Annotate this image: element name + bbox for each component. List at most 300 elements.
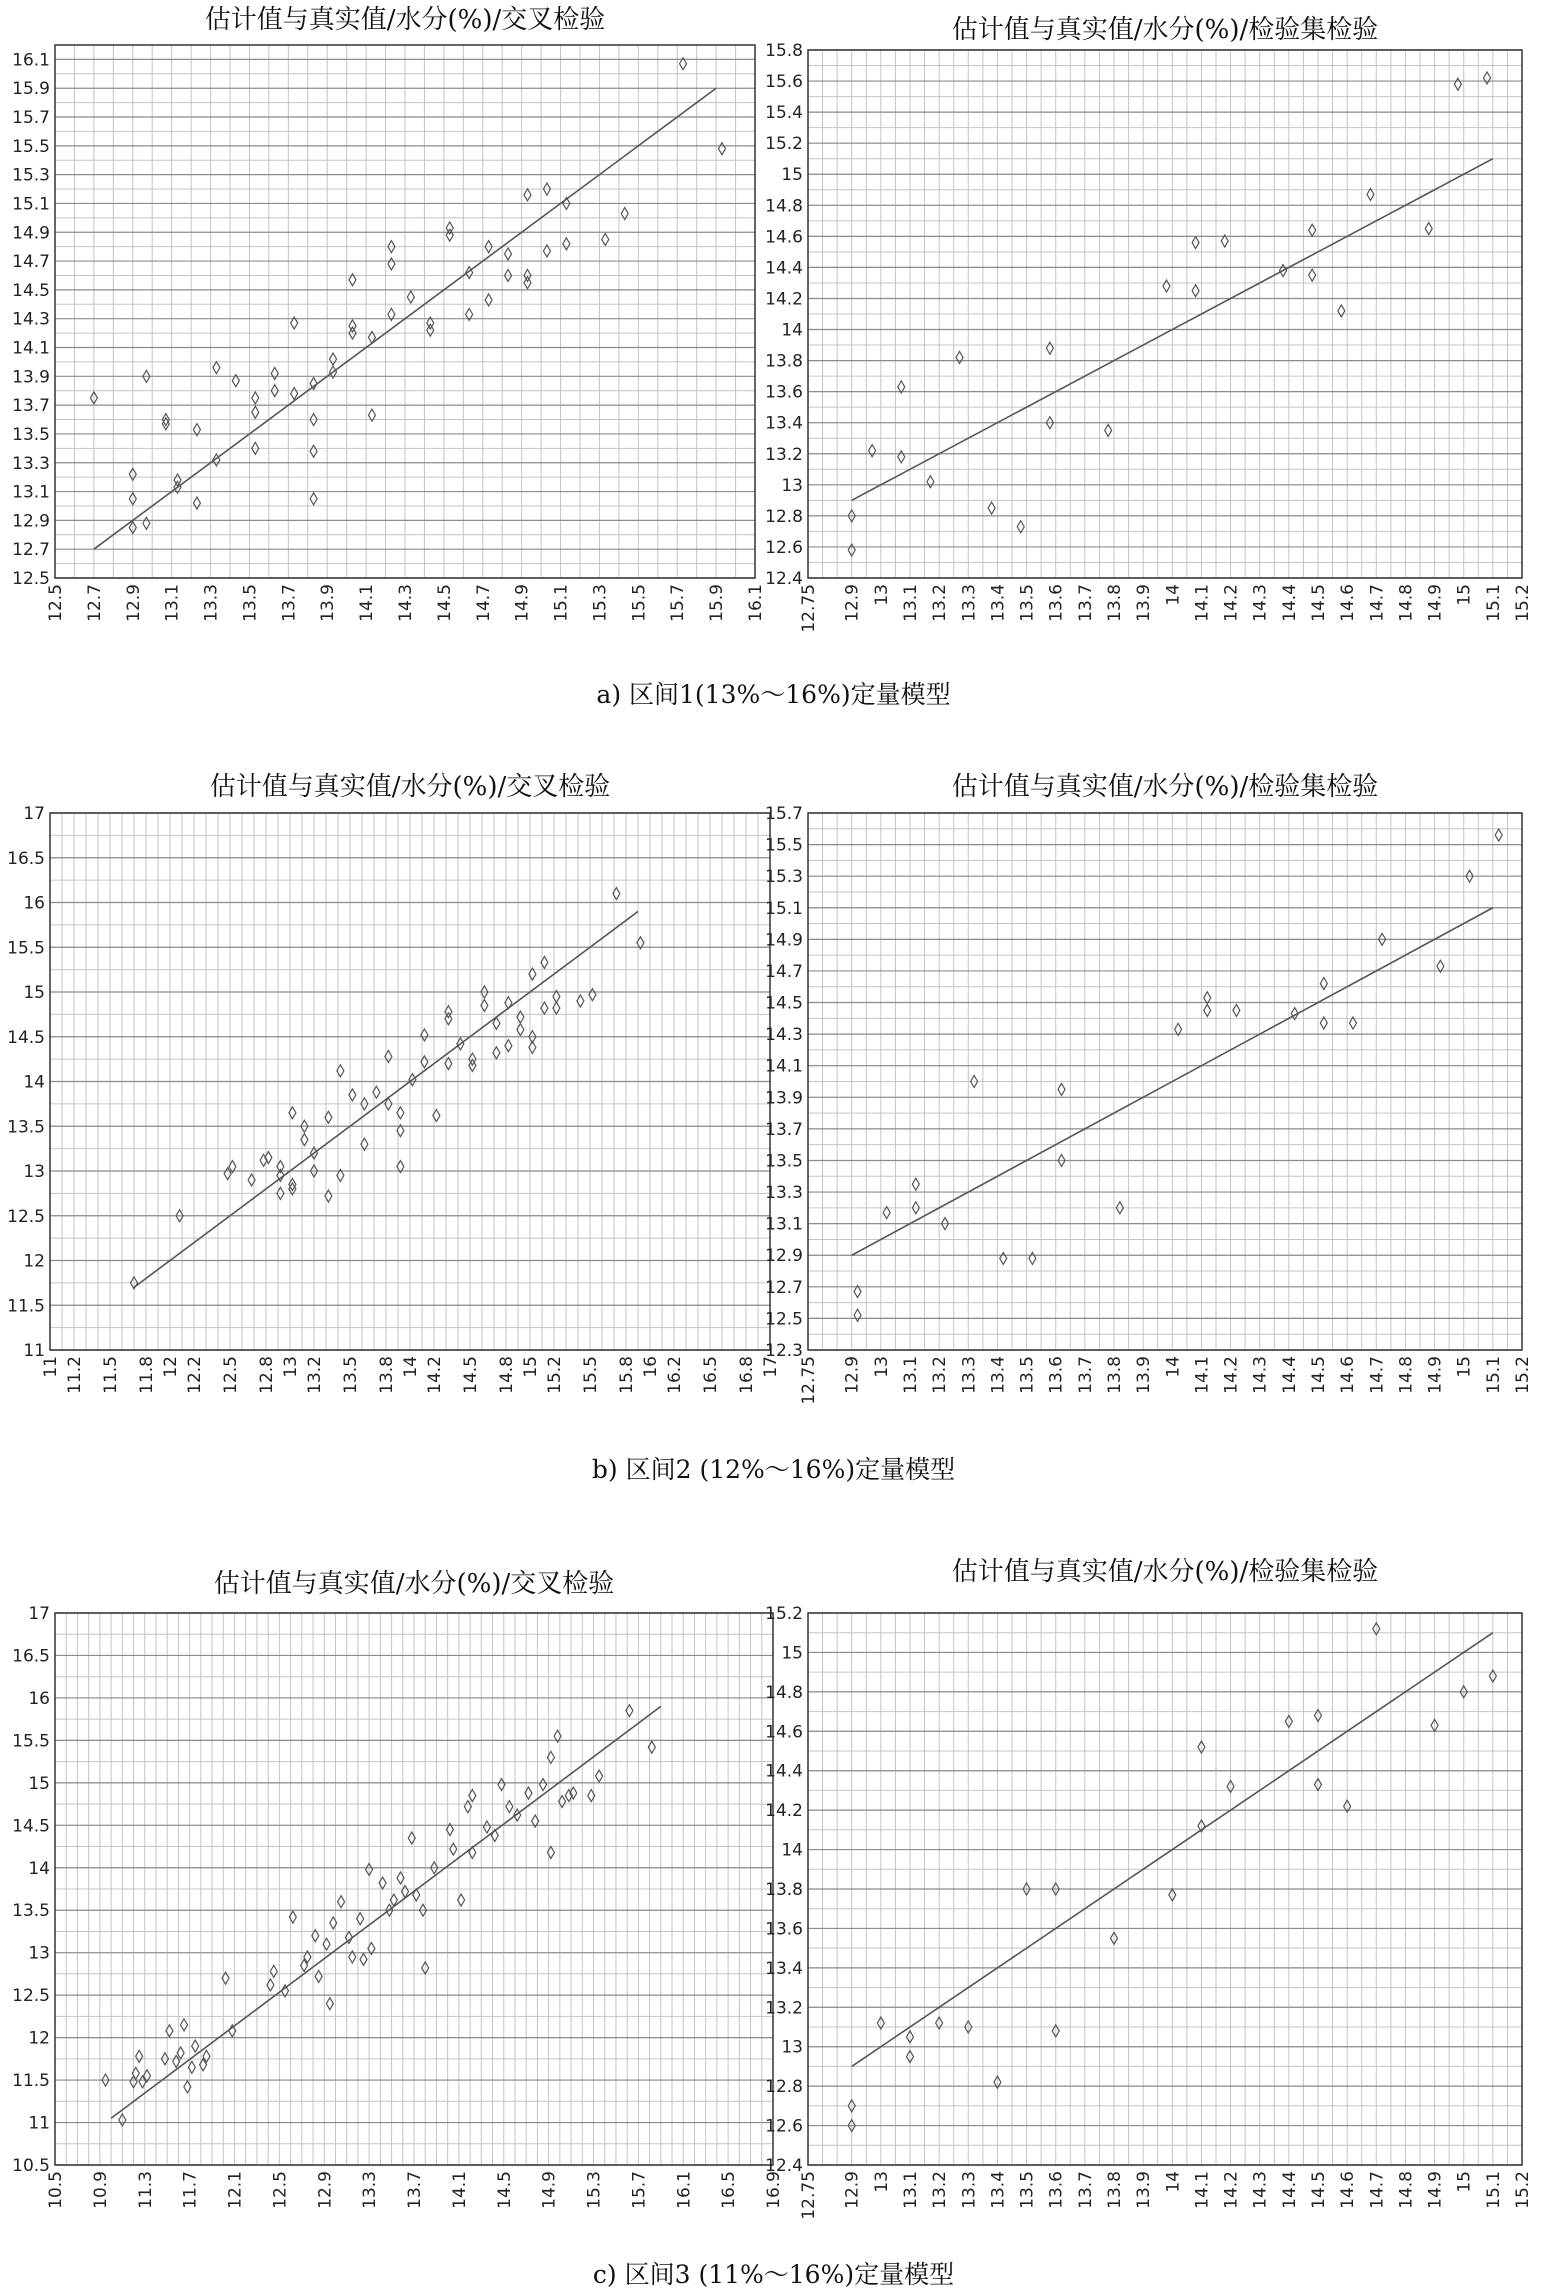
data-point	[446, 229, 453, 241]
chart-title: 估计值与真实值/水分(%)/检验集检验	[951, 772, 1379, 802]
y-tick-label: 17	[23, 804, 45, 824]
x-tick-label: 13.9	[1134, 584, 1155, 622]
data-point	[213, 362, 220, 374]
x-tick-label: 15	[1454, 1356, 1475, 1378]
x-tick-label: 11.7	[180, 2171, 201, 2209]
x-tick-label: 11.2	[65, 1356, 85, 1394]
data-point	[270, 1965, 277, 1977]
y-tick-label: 16.5	[7, 848, 45, 869]
x-tick-label: 14.4	[1279, 1356, 1300, 1394]
data-point	[326, 1998, 333, 2010]
y-tick-label: 14	[781, 320, 803, 341]
y-tick-label: 14.4	[765, 1761, 803, 1782]
x-tick-label: 14.2	[425, 1356, 445, 1394]
chart-5	[12, 1569, 784, 2209]
y-tick-label: 15.4	[765, 103, 803, 124]
y-tick-label: 13.4	[765, 1958, 803, 1979]
x-tick-label: 12.9	[842, 1356, 863, 1394]
data-point	[310, 445, 317, 457]
x-tick-label: 13.1	[901, 584, 921, 622]
x-tick-label: 13.1	[901, 2171, 921, 2209]
data-point	[360, 1953, 367, 1965]
x-tick-label: 13.3	[201, 584, 222, 622]
x-tick-label: 15.2	[1513, 1356, 1533, 1394]
grid-minor	[55, 1613, 773, 2165]
data-point	[898, 451, 905, 463]
x-tick-label: 10.9	[90, 2171, 111, 2209]
data-point	[271, 367, 278, 379]
chart-title: 估计值与真实值/水分(%)/检验集检验	[951, 15, 1379, 45]
y-tick-label: 15.7	[12, 108, 50, 129]
data-point	[1204, 1004, 1211, 1016]
x-tick-label: 13.5	[240, 584, 261, 622]
x-tick-label: 12.5	[46, 584, 66, 622]
x-tick-label: 13.2	[930, 584, 951, 622]
y-tick-label: 11.5	[7, 1296, 45, 1317]
data-point	[1000, 1252, 1007, 1264]
y-tick-label: 14.1	[12, 338, 50, 359]
x-tick-label: 12.9	[842, 2171, 863, 2209]
x-tick-label: 16.8	[737, 1356, 757, 1394]
grid-minor	[808, 813, 1522, 1350]
x-tick-label: 14.8	[1396, 2171, 1417, 2209]
y-tick-label: 12	[28, 2028, 50, 2049]
y-tick-label: 15	[28, 1773, 50, 1794]
y-tick-label: 13.7	[765, 1119, 803, 1140]
x-tick-label: 14.1	[449, 2171, 470, 2209]
y-tick-label: 12.5	[765, 1309, 803, 1330]
x-tick-label: 15.7	[668, 584, 689, 622]
data-point	[524, 189, 531, 201]
data-point	[136, 2050, 143, 2062]
x-tick-label: 14.3	[1250, 1356, 1271, 1394]
x-tick-label: 11.8	[137, 1356, 157, 1394]
y-tick-label: 15.5	[7, 938, 45, 959]
x-tick-label: 15.1	[1483, 584, 1504, 622]
y-tick-label: 14.7	[12, 252, 50, 273]
y-tick-label: 14.9	[12, 223, 50, 244]
y-tick-label: 15.5	[765, 835, 803, 856]
data-point	[315, 1970, 322, 1982]
data-point	[483, 1821, 490, 1833]
x-tick-label: 13	[871, 584, 892, 606]
y-tick-label: 14.8	[765, 196, 803, 217]
y-tick-label: 12.8	[765, 506, 803, 527]
x-tick-label: 13.3	[360, 2171, 381, 2209]
x-tick-label: 14.7	[1367, 584, 1388, 622]
y-tick-label: 14.7	[765, 961, 803, 982]
x-tick-label: 14.3	[1250, 2171, 1271, 2209]
data-point	[927, 476, 934, 488]
x-tick-label: 14.5	[494, 2171, 515, 2209]
x-tick-label: 12.5	[221, 1356, 241, 1394]
data-point	[596, 1770, 603, 1782]
y-tick-label: 14	[23, 1072, 45, 1093]
x-tick-label: 14.3	[1250, 584, 1271, 622]
y-tick-label: 14.8	[765, 1682, 803, 1703]
data-point	[505, 248, 512, 260]
x-tick-label: 13.3	[959, 2171, 980, 2209]
y-tick-label: 12.7	[12, 540, 50, 561]
x-tick-label: 16.9	[764, 2171, 784, 2209]
x-tick-label: 15.1	[1483, 2171, 1504, 2209]
y-tick-label: 15.3	[765, 867, 803, 888]
data-point	[349, 320, 356, 332]
y-tick-label: 13	[781, 2037, 803, 2058]
x-tick-label: 13.9	[1134, 2171, 1155, 2209]
x-tick-label: 14.5	[1309, 1356, 1329, 1394]
x-tick-label: 15.8	[617, 1356, 637, 1394]
x-tick-label: 13.1	[162, 584, 183, 622]
x-tick-label: 13.7	[1075, 584, 1096, 622]
x-tick-label: 14.3	[396, 584, 416, 622]
x-tick-label: 14.6	[1338, 1356, 1359, 1394]
x-tick-label: 11.3	[135, 2171, 156, 2209]
y-tick-label: 11.5	[12, 2071, 50, 2092]
x-tick-label: 14.2	[1221, 1356, 1242, 1394]
y-tick-label: 13.2	[765, 444, 803, 465]
x-tick-label: 14.4	[1279, 584, 1300, 622]
x-tick-label: 14	[1163, 584, 1184, 606]
data-point	[1495, 829, 1502, 841]
y-tick-label: 15.1	[765, 898, 803, 919]
y-tick-label: 15.8	[765, 41, 803, 61]
y-tick-label: 12.8	[765, 2077, 803, 2098]
x-tick-label: 11	[41, 1356, 61, 1378]
x-tick-label: 13.9	[318, 584, 339, 622]
x-tick-label: 14	[1163, 2171, 1184, 2193]
data-point	[506, 1801, 513, 1813]
x-tick-label: 10.5	[46, 2171, 66, 2209]
x-tick-label: 13.6	[1046, 1356, 1067, 1394]
y-tick-label: 14.5	[765, 993, 803, 1014]
x-tick-label: 15.7	[629, 2171, 650, 2209]
x-tick-label: 14.9	[539, 2171, 560, 2209]
y-tick-label: 14.2	[765, 289, 803, 310]
data-point	[1484, 72, 1491, 84]
x-tick-label: 15.2	[545, 1356, 565, 1394]
y-tick-label: 15.5	[12, 136, 50, 157]
y-tick-label: 12.7	[765, 1277, 803, 1298]
x-tick-label: 13.5	[1017, 2171, 1038, 2209]
grid-minor	[808, 50, 1522, 578]
y-tick-label: 13.6	[765, 382, 803, 403]
x-tick-label: 15.3	[590, 584, 611, 622]
x-tick-label: 14.2	[1221, 584, 1242, 622]
data-point	[291, 388, 298, 400]
x-tick-label: 13	[281, 1356, 301, 1378]
data-point	[1309, 224, 1316, 236]
y-tick-label: 13.6	[765, 1919, 803, 1940]
y-tick-label: 14	[28, 1858, 50, 1879]
data-point	[252, 406, 259, 418]
x-tick-label: 12.8	[257, 1356, 277, 1394]
x-tick-label: 12.2	[185, 1356, 205, 1394]
x-tick-label: 14.7	[1367, 2171, 1388, 2209]
data-point	[1454, 78, 1461, 90]
y-tick-label: 12.3	[765, 1341, 803, 1361]
y-tick-label: 13	[23, 1162, 45, 1182]
data-point	[338, 1896, 345, 1908]
y-tick-label: 15.7	[765, 804, 803, 824]
data-point	[1425, 223, 1432, 235]
y-tick-label: 15.2	[765, 1604, 803, 1624]
x-tick-label: 13.5	[1017, 1356, 1038, 1394]
fit-line	[111, 1706, 661, 2118]
x-tick-label: 16	[641, 1356, 661, 1378]
y-tick-label: 13.2	[765, 1998, 803, 2019]
chart-title: 估计值与真实值/水分(%)/交叉检验	[213, 1569, 615, 1599]
y-tick-label: 13.9	[12, 367, 50, 388]
x-tick-label: 13.7	[279, 584, 300, 622]
y-tick-label: 12.9	[12, 511, 50, 532]
y-tick-label: 12.6	[765, 537, 803, 558]
y-tick-label: 12.5	[7, 1206, 45, 1227]
x-tick-label: 14.5	[1309, 584, 1329, 622]
x-tick-label: 13.5	[1017, 584, 1038, 622]
data-point	[1233, 1004, 1240, 1016]
data-point	[988, 502, 995, 514]
y-tick-label: 15.6	[765, 72, 803, 93]
y-tick-label: 15	[781, 165, 803, 186]
x-tick-label: 14.9	[1425, 1356, 1446, 1394]
data-point	[1320, 978, 1327, 990]
y-tick-label: 11	[28, 2113, 50, 2134]
chart-4	[765, 772, 1533, 1405]
x-tick-label: 15.2	[1513, 584, 1533, 622]
data-point	[192, 2040, 199, 2052]
x-tick-label: 16.1	[746, 584, 766, 622]
y-tick-label: 16.1	[12, 50, 50, 71]
x-tick-label: 12.5	[270, 2171, 291, 2209]
y-tick-label: 13.1	[765, 1214, 803, 1235]
x-tick-label: 14.9	[512, 584, 533, 622]
x-tick-label: 13.8	[1105, 584, 1125, 622]
x-tick-label: 12.9	[842, 584, 863, 622]
grid-major	[808, 1613, 1522, 2165]
caption-b: b) 区间2 (12%～16%)定量模型	[591, 1455, 956, 1484]
y-tick-label: 14.6	[765, 1722, 803, 1743]
y-tick-label: 13.4	[765, 413, 803, 434]
x-tick-label: 15.5	[629, 584, 650, 622]
x-tick-label: 12.9	[123, 584, 144, 622]
x-tick-label: 13.5	[341, 1356, 361, 1394]
x-tick-label: 13	[871, 2171, 892, 2193]
chart-title: 估计值与真实值/水分(%)/交叉检验	[204, 5, 606, 35]
x-tick-label: 12	[161, 1356, 181, 1378]
x-tick-label: 11.5	[101, 1356, 121, 1394]
y-tick-label: 13.5	[12, 424, 50, 445]
x-tick-label: 14.8	[1396, 1356, 1417, 1394]
caption-a: a) 区间1(13%～16%)定量模型	[596, 680, 951, 709]
x-tick-label: 15	[1454, 584, 1475, 606]
data-point	[1105, 424, 1112, 436]
y-tick-label: 13.7	[12, 396, 50, 417]
x-tick-label: 13.8	[377, 1356, 397, 1394]
x-tick-label: 13.3	[959, 1356, 980, 1394]
y-tick-label: 15.1	[12, 194, 50, 215]
x-tick-label: 13.8	[1105, 1356, 1125, 1394]
chart-1	[12, 5, 766, 622]
x-tick-label: 12.7	[84, 584, 105, 622]
x-tick-label: 16.2	[665, 1356, 685, 1394]
y-tick-label: 14.3	[12, 309, 50, 330]
x-tick-label: 15	[521, 1356, 541, 1378]
data-point	[1338, 305, 1345, 317]
y-tick-label: 15	[781, 1643, 803, 1664]
data-point	[330, 353, 337, 365]
x-tick-label: 14.6	[1338, 584, 1359, 622]
grid-minor	[55, 45, 755, 578]
x-tick-label: 14.8	[1396, 584, 1417, 622]
y-tick-label: 13.3	[12, 453, 50, 474]
x-tick-label: 16.5	[701, 1356, 721, 1394]
x-tick-label: 14.9	[1425, 584, 1446, 622]
x-tick-label: 14.6	[1338, 2171, 1359, 2209]
chart-title: 估计值与真实值/水分(%)/检验集检验	[951, 1557, 1379, 1587]
x-tick-label: 14.5	[1309, 2171, 1329, 2209]
y-tick-label: 13.8	[765, 351, 803, 372]
data-point	[524, 277, 531, 289]
data-point	[540, 1779, 547, 1791]
x-tick-label: 15.5	[581, 1356, 601, 1394]
caption-c: c) 区间3 (11%～16%)定量模型	[592, 2260, 955, 2289]
y-tick-label: 13.5	[12, 1901, 50, 1922]
x-tick-label: 13.6	[1046, 2171, 1067, 2209]
x-tick-label: 13	[871, 1356, 892, 1378]
y-tick-label: 13	[781, 475, 803, 496]
x-tick-label: 14.7	[473, 584, 494, 622]
data-point	[869, 445, 876, 457]
x-tick-label: 14.1	[1192, 1356, 1213, 1394]
y-tick-label: 16	[28, 1688, 50, 1709]
data-point	[1309, 269, 1316, 281]
data-point	[602, 233, 609, 245]
y-tick-label: 15.9	[12, 79, 50, 100]
data-point	[1192, 285, 1199, 297]
x-tick-label: 15.1	[1483, 1356, 1504, 1394]
y-tick-label: 14.5	[12, 280, 50, 301]
x-tick-label: 13.2	[930, 1356, 951, 1394]
chart-title: 估计值与真实值/水分(%)/交叉检验	[209, 772, 611, 802]
x-tick-label: 13.7	[1075, 1356, 1096, 1394]
data-point	[912, 1178, 919, 1190]
data-point	[1029, 1252, 1036, 1264]
x-tick-label: 13.3	[959, 584, 980, 622]
y-tick-label: 13.8	[765, 1880, 803, 1900]
y-tick-label: 15	[23, 983, 45, 1003]
data-point	[388, 258, 395, 270]
y-tick-label: 12.6	[765, 2116, 803, 2137]
x-tick-label: 12.75	[799, 2171, 819, 2220]
data-point	[1349, 1017, 1356, 1029]
data-point	[883, 1207, 890, 1219]
x-tick-label: 12.75	[799, 1356, 819, 1405]
y-tick-label: 12.4	[765, 2156, 803, 2176]
y-tick-label: 14.5	[12, 1816, 50, 1837]
y-tick-label: 13.9	[765, 1088, 803, 1109]
y-tick-label: 14.2	[765, 1801, 803, 1822]
x-tick-label: 12.9	[315, 2171, 336, 2209]
x-tick-label: 13.4	[988, 584, 1009, 622]
y-tick-label: 14	[781, 1840, 803, 1861]
y-tick-label: 13.3	[765, 1183, 803, 1204]
data-point	[1046, 342, 1053, 354]
y-tick-label: 12.5	[12, 569, 50, 589]
x-tick-label: 13.1	[901, 1356, 921, 1394]
data-point	[956, 351, 963, 363]
x-tick-label: 12.1	[225, 2171, 246, 2209]
data-point	[718, 143, 725, 155]
x-tick-label: 13.9	[1134, 1356, 1155, 1394]
x-tick-label: 14.9	[1425, 2171, 1446, 2209]
data-point	[1058, 1083, 1065, 1095]
x-tick-label: 13.7	[1075, 2171, 1096, 2209]
y-tick-label: 13	[28, 1943, 50, 1964]
data-point	[854, 1309, 861, 1321]
data-point	[143, 517, 150, 529]
x-tick-label: 13.8	[1105, 2171, 1125, 2209]
y-tick-label: 15.2	[765, 134, 803, 155]
x-tick-label: 14.5	[461, 1356, 481, 1394]
data-point	[310, 493, 317, 505]
chart-2	[765, 15, 1533, 633]
x-tick-label: 15.9	[707, 584, 728, 622]
x-tick-label: 15.3	[584, 2171, 605, 2209]
x-tick-label: 13.4	[988, 2171, 1009, 2209]
y-tick-label: 10.5	[12, 2156, 50, 2176]
x-tick-label: 15.2	[1513, 2171, 1533, 2209]
y-tick-label: 17	[28, 1604, 50, 1624]
y-tick-label: 16	[23, 893, 45, 914]
x-tick-label: 14.1	[1192, 584, 1213, 622]
y-tick-label: 15.3	[12, 165, 50, 186]
x-tick-label: 13.2	[305, 1356, 325, 1394]
x-tick-label: 13.6	[1046, 584, 1067, 622]
y-tick-label: 14.6	[765, 227, 803, 248]
x-tick-label: 13.2	[930, 2171, 951, 2209]
data-point	[1192, 237, 1199, 249]
y-tick-label: 11	[23, 1341, 45, 1361]
x-tick-label: 14.7	[1367, 1356, 1388, 1394]
x-tick-label: 14.2	[1221, 2171, 1242, 2209]
x-tick-label: 14.4	[1279, 2171, 1300, 2209]
data-point	[563, 238, 570, 250]
x-tick-label: 14.1	[1192, 2171, 1213, 2209]
x-tick-label: 14.5	[434, 584, 455, 622]
data-point	[1320, 1017, 1327, 1029]
data-point	[1163, 280, 1170, 292]
x-tick-label: 13.7	[405, 2171, 425, 2209]
y-tick-label: 15.5	[12, 1731, 50, 1752]
chart-6	[765, 1557, 1533, 2220]
y-tick-label: 13.1	[12, 482, 50, 503]
x-tick-label: 15.1	[551, 584, 572, 622]
x-tick-label: 14	[401, 1356, 421, 1378]
y-tick-label: 14.4	[765, 258, 803, 279]
chart-3	[7, 772, 781, 1394]
y-tick-label: 14.9	[765, 930, 803, 951]
data-point	[193, 497, 200, 509]
y-tick-label: 14.5	[7, 1027, 45, 1048]
x-tick-label: 16.1	[674, 2171, 695, 2209]
y-tick-label: 12.9	[765, 1246, 803, 1267]
x-tick-label: 15	[1454, 2171, 1475, 2193]
x-tick-label: 17	[761, 1356, 781, 1378]
y-tick-label: 16.5	[12, 1646, 50, 1667]
y-tick-label: 13.5	[765, 1151, 803, 1172]
data-point	[252, 392, 259, 404]
